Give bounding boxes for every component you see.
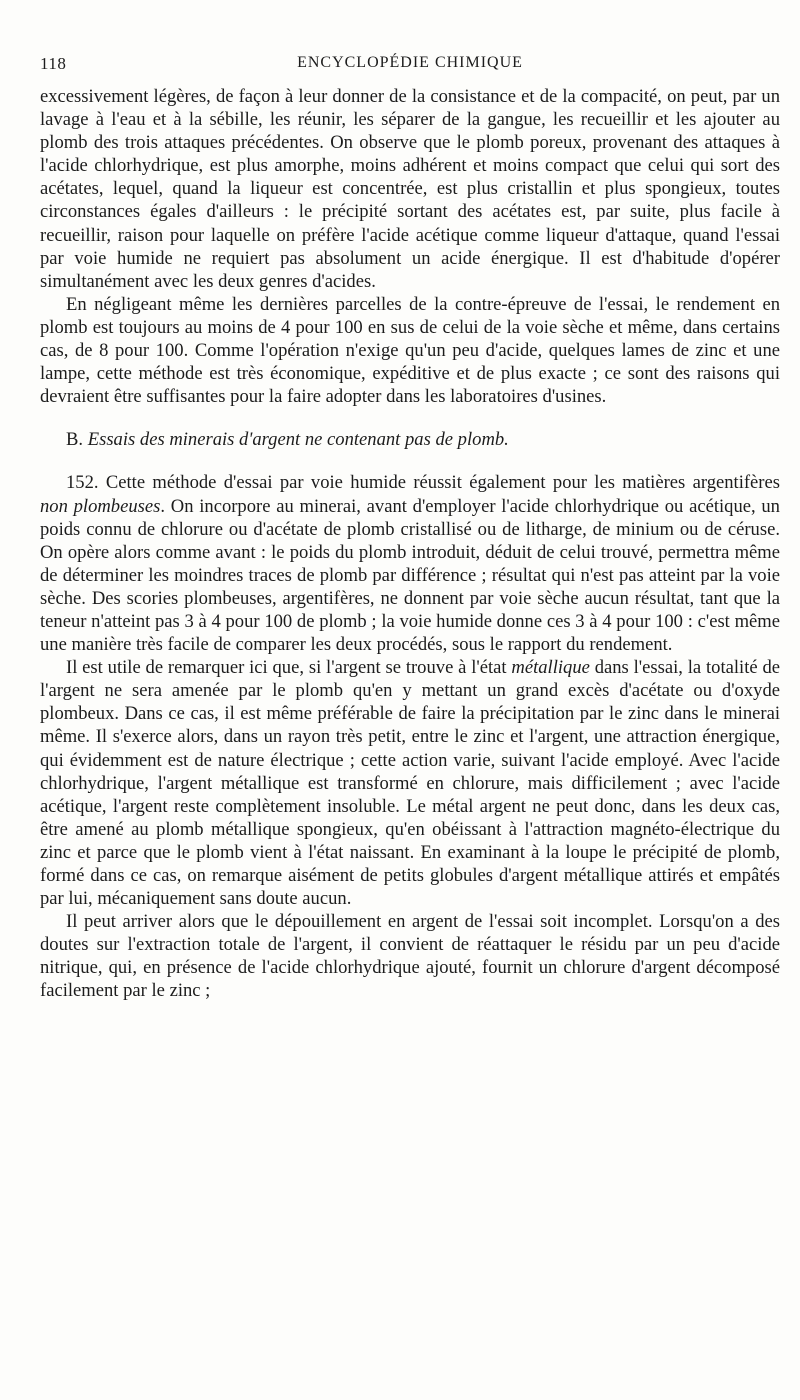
section-heading xyxy=(40,428,780,451)
paragraph-1: excessivement légères, de façon à leur donner de la consistance et de la compacité, on peut, par un lavage à l'eau et à la sébille, les réunir, les séparer de la gangue, les recueillir et les ajouter au plomb des trois attaques précédentes. On observe que le plomb poreux, provenant des attaques à l'acide chlorhydrique, est plus amorphe, moins adhérent et moins compact que celui qui sort des acétates, lequel, quand la liqueur est concentrée, est plus cristallin et plus spongieux, toutes circonstances égales d'ailleurs : le précipité sortant des acétates est, par suite, plus facile à recueillir, raison pour laquelle on préfère l'acide acétique comme liqueur d'attaque, quand l'essai par voie humide ne requiert pas absolument un acide énergique. Il est d'habitude d'opérer simultanément avec les deux genres d'acides. xyxy=(40,86,780,292)
page-header xyxy=(40,54,780,78)
paragraph-3-italic: non plombeuses xyxy=(40,495,161,517)
paragraph-2: En négligeant même les dernières parcelles de la contre-épreuve de l'essai, le rendement en plomb est toujours au moins de 4 pour 100 en sus de celui de la voie sèche et même, dans certains cas, de 8 pour 100. Comme l'opération n'exige qu'un peu d'acide, quelques lames de zinc et une lampe, cette méthode est très économique, expéditive et de plus exacte ; ce sont des raisons qui devraient être suffisantes pour la faire adopter dans les laboratoires d'usines. xyxy=(40,293,780,408)
section-letter: B. xyxy=(66,429,84,451)
section-title: Essais des minerais d'argent ne contenant pas de plomb. xyxy=(87,429,509,451)
paragraph-4-start: Il est utile de remarquer ici que, si l'argent se trouve à l'état xyxy=(66,657,512,679)
paragraph-4 xyxy=(40,656,780,910)
page-number: 118 xyxy=(40,54,67,73)
paragraph-3-end: . On incorpore au minerai, avant d'employer l'acide chlorhydrique ou acétique, un poids connu de chlorure ou d'acétate de plomb cristallisé ou de litharge, de minium ou de céruse. On opère alors comme avant : le poids du plomb introduit, déduit de celui trouvé, permettra même de déterminer les moindres traces de plomb par différence ; résultat qui n'est pas atteint par la voie sèche. Des scories plombeuses, argentifères, ne donnent par voie sèche aucun résultat, tant que la teneur n'atteint pas 3 à 4 pour 100 de plomb ; la voie humide donne ces 3 à 4 pour 100 : c'est même une manière très facile de comparer les deux procédés, sous le rapport du rendement. xyxy=(40,495,780,656)
paragraph-4-end: dans l'essai, la totalité de l'argent ne sera amenée par le plomb qu'en y mettant un grand excès d'acétate ou d'oxyde plombeux. Dans ce cas, il est même préférable de faire la précipitation par le zinc dans le minerai même. Il s'exerce alors, dans un rayon très petit, entre le zinc et l'argent, une attraction énergique, qui évidemment est de nature électrique ; cette action varie, suivant l'acide employé. Avec l'acide chlorhydrique, l'argent métallique est transformé en chlorure, mais difficilement ; avec l'acide acétique, l'argent reste complètement insoluble. Le métal argent ne peut donc, dans les deux cas, être amené au plomb métallique spongieux, qu'en obéissant à l'attraction magnéto-électrique du zinc et parce que le plomb vient à l'état naissant. En examinant à la loupe le précipité de plomb, formé dans ce cas, on remarque aisément de petits globules d'argent métallique attirés et empâtés par lui, mécaniquement sans doute aucun. xyxy=(40,657,780,910)
paragraph-4-italic: métallique xyxy=(511,657,590,679)
paragraph-5: Il peut arriver alors que le dépouillement en argent de l'essai soit incomplet. Lorsqu'on a des doutes sur l'extraction totale de l'argent, il convient de réattaquer le résidu par un peu d'acide nitrique, qui, en présence de l'acide chlorhydrique ajouté, fournit un chlorure d'argent décomposé facilement par le zinc ; xyxy=(40,911,780,1002)
body-text xyxy=(40,85,780,1003)
running-title: ENCYCLOPÉDIE CHIMIQUE xyxy=(297,54,523,71)
paragraph-3 xyxy=(40,471,780,656)
paragraph-3-start: 152. Cette méthode d'essai par voie humide réussit également pour les matières argentifères xyxy=(66,472,780,494)
